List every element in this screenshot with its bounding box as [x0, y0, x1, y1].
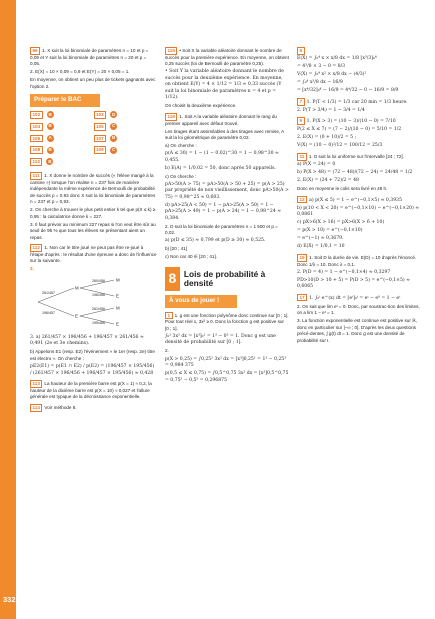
chapter-header: [165, 267, 289, 291]
exercise-113: [30, 380, 157, 401]
math-formula: 2. P(D = 4) = 1 − e^(−0,1×4) ≈ 0,3297: [297, 269, 391, 275]
branch-probability: 196/457: [42, 311, 55, 316]
answer-badge: C: [112, 146, 116, 152]
exercise-text: 3. La fonction exponentielle est continue est positive sur ℝ, donc en particulier sur ]−∞ ; 0]. D'après les deux questions précé-dentes, ∫ g(t) dt = 1. Donc g est une densité de probabilité sur I.: [297, 318, 418, 343]
exercise-number: 108: [30, 146, 43, 154]
math-formula: a) P(X = 24) = 0: [297, 162, 336, 168]
exercise-number: 96: [30, 47, 40, 55]
branch-probability: 195/456: [92, 321, 105, 326]
math-formula: c) pX>6(X > 16) = pX>6(X > 6 + 10): [297, 220, 385, 226]
qcm-item: [94, 146, 158, 154]
section-banner-a-vous-de-jouer: À vous de jouer !: [165, 295, 237, 308]
math-formula: 2. E(X) = (24 + 72)/2 = 48: [297, 178, 359, 184]
exercise-115: [165, 47, 289, 110]
exercise-text: 2. On cherche à trouver le plus petit entier k tel que p(X ≤ k) ≥ 0,95 : la calculatrice donne k = 227.: [30, 207, 156, 219]
column-right: [297, 47, 422, 607]
chapter-number: 8: [165, 267, 180, 291]
math-formula: = [x⁴/32]₀⁴ − 16/9 = 4⁴/32 − 0 − 16/9 = 8/9: [297, 88, 399, 94]
probability-tree: [36, 276, 126, 328]
exercise-7: [297, 98, 422, 115]
math-formula: 2. P(T > 3/4) = 1 − 3/4 = 1/4: [297, 107, 365, 113]
column-left: [30, 47, 157, 607]
math-formula: 2. E(X) = (0 + 10)/2 = 5 ;: [297, 135, 357, 141]
math-formula: d) E(X) = 1/0,1 = 10: [297, 244, 345, 250]
exercise-text: 1. Non car le titre joué ne peut pas être re-joué à l'étape d'après : le résultat d'une épreuve a donc de l'influence sur la suivante.: [30, 245, 157, 264]
answer-badge: B: [48, 146, 52, 152]
exercise-1: [165, 312, 289, 384]
math-formula: = 4³/8 × 3 − 0 = 8/3: [297, 64, 346, 70]
exercise-number: 9: [297, 117, 305, 125]
exercise-number: 15: [297, 254, 307, 262]
answer-badge: B: [48, 158, 52, 164]
exercise-112: [30, 244, 157, 377]
exercise-number: 114: [30, 404, 42, 412]
exercise-text: 2. D suit la loi binomiale de paramètres n = 1 500 et p = 0,02.: [165, 223, 278, 236]
math-formula: P(2 ≤ X ≤ 7) = (7 − 2)/(10 − 0) = 5/10 = 1/2: [297, 127, 402, 133]
exercise-number: 102: [30, 111, 43, 119]
exercise-text: 2.: [165, 348, 169, 354]
exercise-number: 104: [30, 123, 43, 131]
branch-probability: 261/456: [92, 307, 105, 312]
tree-node-label: M: [75, 285, 79, 291]
exercise-text: Les tirages étant assimilables à des tirages avec remise, A suit la loi géométrique de paramètre 0,02.: [165, 128, 284, 141]
exercise-text: En moyenne, on obtient un peu plus de tickets gagnants avec l'option 2.: [30, 77, 156, 89]
exercise-11: [297, 153, 422, 193]
exercise-text: 1. X suit la loi binomiale de paramètres n = 10 et p = 0,09 et Y suit la loi binomiale de paramètres n = 20 et p = 0,05.: [30, 48, 149, 67]
qcm-item: [94, 111, 158, 119]
exercise-number: 115: [165, 47, 177, 55]
exercise-text: La hauteur de la première barre est p(X = 1) ≈ 0,2, la hauteur de la dixième barre est p(X = 10) ≈ 0,027 et l'allure générale est typique de la décroissance exponentielle.: [30, 381, 152, 400]
exercise-number: 105: [94, 123, 107, 131]
math-formula: a) p(X ≤ 5) = 1 − e^(−0,1×5) ≈ 0,3935: [309, 197, 402, 203]
qcm-item: [94, 135, 158, 143]
math-formula: ∫₀¹ 3x² dx = [x³]₀¹ = 1³ − 0³ = 1. Donc g est une densité de probabilité sur [0 ; 1].: [165, 333, 276, 346]
tree-node-label: E: [116, 321, 119, 327]
exercise-text: 3. a) 261/457 × 196/456 + 196/457 × 261/456 ≈ 0,491 (2e et 3e chemins).: [30, 334, 144, 347]
qcm-item: [30, 158, 94, 166]
exercise-96: [30, 47, 157, 90]
exercise-text: 2.: [30, 266, 34, 272]
math-formula: V(X) = (10 − 0)²/12 = 100/12 = 25/3: [297, 143, 383, 149]
tree-node-label: E: [116, 293, 119, 299]
branch-probability: 261/457: [42, 291, 55, 296]
math-formula: pE2(E1) = p(E1 ∩ E2) / p(E2) = (196/457 × 195/456) / (261/457 × 196/456 + 196/457 × 195/456) ≈ 0,428: [30, 364, 155, 376]
exercise-number: 116: [165, 113, 177, 121]
exercise-5: [297, 47, 422, 95]
qcm-item: [94, 123, 158, 131]
answer-badge: A: [48, 135, 52, 141]
math-formula: = ∫₀⁴ x³/8 dx − 16/9: [297, 80, 343, 86]
chapter-title: Lois de probabilité à densité: [183, 268, 266, 288]
exercise-text: 1. Soit D la durée de vie. E(D) = 10 d'après l'énoncé. Donc 1/λ = 10. Donc λ = 0,1.: [297, 254, 417, 267]
branch-probability: 260/456: [92, 279, 105, 284]
qcm-item: [30, 135, 94, 143]
side-margin-band: [0, 0, 16, 619]
exercise-number: 11: [297, 153, 307, 161]
tree-node-label: E: [75, 313, 78, 319]
qcm-item: [30, 146, 94, 154]
math-formula: p(A ≤ 30) = 1 − (1 − 0,02)^30 = 1 − 0,98^30 ≈ 0,455.: [165, 151, 279, 163]
exercise-text: 1. g est une fonction polynôme donc continue sur [0 ; 1]. Pour tout réel x, 3x² ≥ 0. Donc la fonction g est positive sur [0 ; 1].: [165, 312, 289, 331]
exercise-number: 112: [30, 244, 42, 252]
exercise-number: 107: [94, 135, 107, 143]
math-formula: E(X) = ∫₀⁴ x × x/8 dx = 1/8 [x³/3]₀⁴: [297, 56, 377, 62]
exercise-text: 1. Soit A la variable aléatoire donnant le rang du premier appareil avec défaut trouvé.: [165, 113, 277, 126]
answer-badge: D: [112, 111, 116, 117]
math-formula: PD>10(D > 10 + 5) = P(D > 5) = e^(−0,1×5) ≈ 0,6065: [297, 277, 411, 290]
exercise-text: Voir méthode 8.: [44, 404, 77, 410]
exercise-text: 3. Il faut prévoir au minimum 227 repas si l'on veut être sûr au seuil de 95 % que tous les élèves se présentant aient un repas.: [30, 221, 156, 240]
math-formula: 1. ∫₀ᵗ e^(x) dt = [eᵗ]₀ᵗ = eᵗ − e⁰ = 1 − eᵗ: [309, 295, 401, 301]
column-middle: [165, 47, 289, 607]
exercise-text: 2. On sait que lim eᵗ = 0. Donc, par soustrac-tion des limites, on a lim 1 − eᵗ = 1.: [297, 303, 420, 316]
branch-probability: 196/456: [92, 293, 105, 298]
math-formula: d) pA>25(A < 50) = 1 − pA>25(A > 50) = 1 − pA>25(A > 49) = 1 − p(A > 24) = 1 − 0,98^24 ≈ 0,384.: [165, 202, 282, 221]
exercise-9: [297, 117, 422, 150]
math-formula: p(0,5 ≤ X ≤ 0,75) = ∫0,5^0,75 3x² dx = [x³]0,5^0,75 = 0,75³ − 0,5³ = 0,296875: [165, 371, 289, 383]
tree-node-label: M: [116, 305, 120, 311]
exercise-116: [165, 113, 289, 261]
answer-badge: B: [48, 111, 52, 117]
math-formula: b) P(X > 48) = (72 − 48)/(72 − 24) = 24/48 = 1/2: [297, 170, 413, 176]
exercise-number: 109: [94, 146, 107, 154]
tree-node-label: M: [116, 277, 120, 283]
exercise-number: 110: [30, 158, 42, 166]
exercise-text: c) Non car 40 ∈ [20 ; 41].: [165, 254, 218, 260]
exercise-text: Donc en moyenne le colis sera livré en 48 h.: [297, 186, 388, 192]
exercise-text: • Soit X la variable aléatoire donnant le nombre de succès pour la première expérience. En moyenne, on obtient 0,25 succès (loi de Bernoulli de paramètre 0,25).: [165, 48, 289, 67]
exercise-114: [30, 404, 157, 412]
math-formula: V(X) = ∫₀⁴ x² × x/8 dx − (4/3)²: [297, 72, 367, 78]
math-formula: p(X > 0,25) = ∫0,25¹ 3x² dx = [x³]0,25¹ = 1³ − 0,25³ = 0,984 375: [165, 356, 287, 369]
math-formula: b) E(A) = 1/0,02 = 50, donc après 50 appareils.: [165, 165, 276, 171]
exercise-text: b) Appelons E1 (resp. E2) l'événement « le 1er (resp. 2e) titre est électro ». On cherche :: [30, 349, 155, 361]
answer-badge: B: [112, 135, 116, 141]
exercise-number: 7: [297, 98, 305, 106]
exercise-text: • Soit Y la variable aléatoire donnant le nombre de succès pour la deuxième expérience. En moyenne, on obtient E(Y) = 4 × 1/12 = 1/3 ≈ 0,33 succès (Y suit la loi binomiale de paramètres n = 4 et p = 1/12).: [165, 69, 284, 101]
math-formula: 1. P(X > 3) = (10 − 3)/(10 − 0) = 7/10: [306, 119, 396, 125]
exercise-number: 5: [297, 47, 305, 55]
answer-badge: B: [48, 123, 52, 129]
math-formula: pA>50(A > 75) = pA>50(A > 50 + 25) = p(A > 25) par propriété de non vieillissement, donc pA>50(A > 75) = 0,98^25 ≈ 0,603.: [165, 181, 289, 200]
math-formula: = e^(−1) ≈ 0,3679.: [297, 236, 344, 242]
exercise-15: [297, 254, 422, 291]
math-formula: = p(X > 10) = e^(−0,1×10): [297, 228, 363, 234]
section-banner-prepare-bac: Préparer le BAC: [30, 94, 100, 107]
qcm-item: [30, 123, 94, 131]
exercise-number: 103: [94, 111, 107, 119]
exercise-13: [297, 196, 422, 251]
answer-badge: C: [112, 123, 116, 129]
qcm-answers: [30, 111, 157, 166]
exercise-text: b) [20 ; 41]: [165, 246, 187, 252]
qcm-item: [30, 111, 94, 119]
exercise-text: a) On cherche :: [165, 143, 197, 149]
exercise-number: 1: [165, 312, 173, 320]
exercise-111: [30, 172, 157, 241]
exercise-number: 13: [297, 196, 307, 204]
exercise-text: On choisit la deuxième expérience.: [165, 103, 237, 109]
exercise-text: c) On cherche :: [165, 173, 197, 179]
exercise-number: 106: [30, 135, 43, 143]
math-formula: b) p(10 < X < 20) = e^(−0,1×10) − e^(−0,1×20) ≈ 0,0861: [297, 205, 420, 218]
exercise-text: 1. D suit la loi uniforme sur l'intervalle [24 ; 72].: [308, 153, 404, 159]
math-formula: 1. P(T < 1/3) = 1/3 car 20 min = 1/3 heure.: [306, 99, 408, 105]
exercise-number: 17: [297, 294, 307, 302]
exercise-17: [297, 294, 422, 345]
exercise-number: 113: [30, 380, 42, 388]
exercise-text: 2. E(X) = 10 × 0,09 = 0,9 et E(Y) = 20 × 0,05 = 1.: [30, 69, 130, 75]
exercise-number: 111: [30, 172, 42, 180]
exercise-text: 1. X donne le nombre de succès (« l'élève mangé à la cantine ») lorsque l'on réalise n = 237 fois de manière indépendante la même expérience de Bernoulli de probabilité de succès p = 0,93 donc X suit la loi binomiale de paramètres n = 237 et p = 0,93.: [30, 172, 156, 205]
page-number: 332: [3, 595, 16, 605]
math-formula: a) p(D ≤ 35) ≈ 0,799 et p(D ≥ 30) ≈ 0,525.: [165, 238, 266, 244]
